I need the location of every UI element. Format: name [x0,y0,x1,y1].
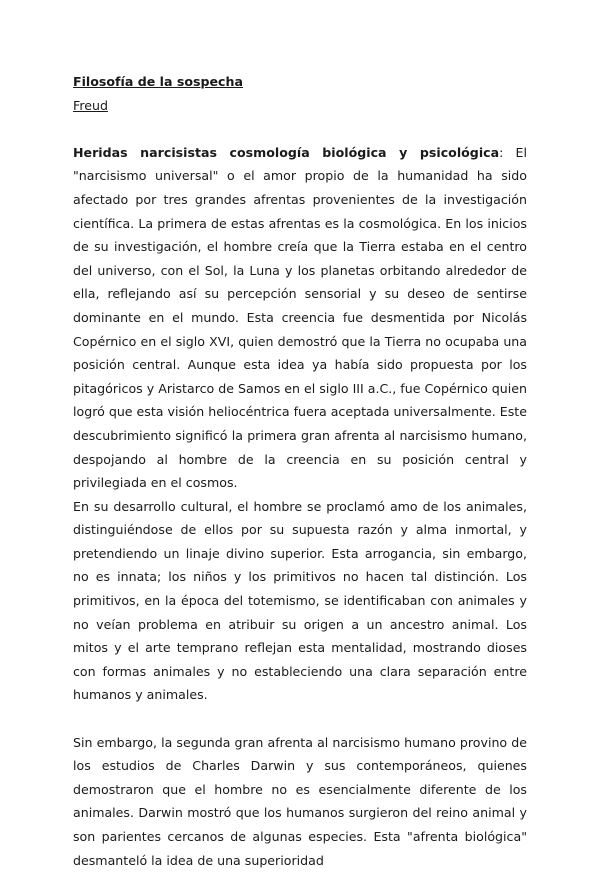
paragraph-2: En su desarrollo cultural, el hombre se proclamó amo de los animales, distinguiéndose de ellos por su supuesta razón y alma inmortal, y pretendiendo un linaje divino superior. Esta arrogancia, sin embargo, no es innata; los niños y los primitivos no hacen tal distinción. Los primitivos, en la época del totemismo, se identificaban con animales y no veían problema en atribuir su origen a un ancestro animal. Los mitos y el arte temprano reflejan esta mentalidad, mostrando dioses con formas animales y no estableciendo una clara separación entre humanos y animales. [73,498,527,703]
spacer [73,117,527,141]
document-page [73,70,527,872]
document-subtitle: Freud [73,97,108,113]
spacer [73,707,527,731]
document-title: Filosofía de la sospecha [73,74,243,89]
paragraph-1 [73,141,527,495]
paragraph-1-lead: Heridas narcisistas cosmología biológica y psicológica [73,144,500,160]
paragraph-1-body: : El "narcisismo universal" o el amor propio de la humanidad ha sido afectado por tres grandes afrentas provenientes de la investigación científica. La primera de estas afrentas es la cosmológica. En los inicios de su investigación, el hombre creía que la Tierra estaba en el centro del universo, con el Sol, la Luna y los planetas orbitando alrededor de ella, reflejando así su percepción sensorial y su deseo de sentirse dominante en el mundo. Esta creencia fue desmentida por Nicolás Copérnico en el siglo XVI, quien demostró que la Tierra no ocupaba una posición central. Aunque esta idea ya había sido propuesta por los pitagóricos y Aristarco de Samos en el siglo III a.C., fue Copérnico quien logró que esta visión heliocéntrica fuera aceptada universalmente. Este descubrimiento significó la primera gran afrenta al narcisismo humano, despojando al hombre de la creencia en su posición central y privilegiada en el cosmos. [73,144,527,491]
paragraph-3: Sin embargo, la segunda gran afrenta al narcisismo humano provino de los estudios de Charles Darwin y sus contemporáneos, quienes demostraron que el hombre no es esencialmente diferente de los animales. Darwin mostró que los humanos surgieron del reino animal y son parientes cercanos de algunas especies. Esta "afrenta biológica" desmanteló la idea de una superioridad [73,734,527,868]
